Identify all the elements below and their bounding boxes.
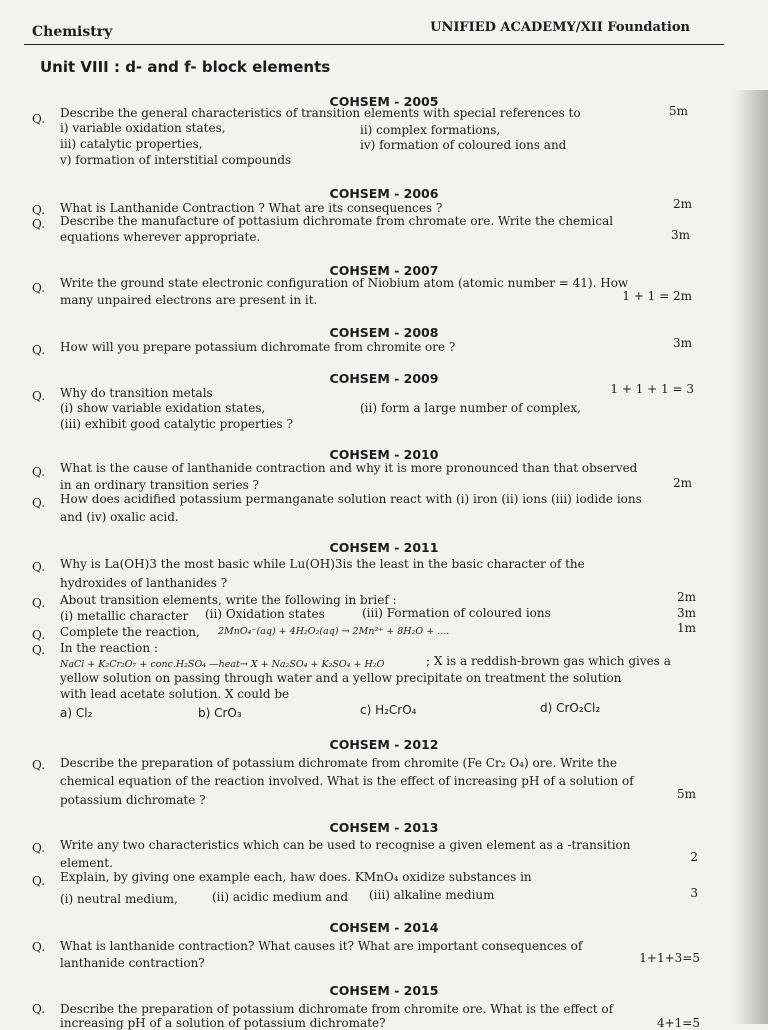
- q-marker: Q.: [32, 496, 46, 510]
- section-title-2013: COHSEM - 2013: [329, 820, 439, 835]
- sub-item: (iii) Formation of coloured ions: [362, 606, 551, 620]
- section-title-2014: COHSEM - 2014: [329, 920, 439, 935]
- sub-item: (i) metallic character: [60, 609, 189, 623]
- section-title-2008: COHSEM - 2008: [329, 325, 439, 340]
- section-title-2011: COHSEM - 2011: [329, 540, 439, 555]
- q-marker: Q.: [32, 217, 46, 231]
- question-text: How will you prepare potassium dichromate from chromite ore ?: [60, 340, 456, 354]
- sub-item: (iii) alkaline medium: [369, 888, 495, 902]
- q-marker: Q.: [32, 758, 46, 772]
- q-marker: Q.: [32, 1002, 46, 1016]
- q-marker: Q.: [32, 112, 46, 126]
- sub-item: iv) formation of coloured ions and: [360, 138, 567, 152]
- question-text: ; X is a reddish-brown gas which gives a: [426, 654, 671, 668]
- q-marker: Q.: [32, 628, 46, 642]
- section-title-2010: COHSEM - 2010: [329, 447, 439, 462]
- question-text: in an ordinary transition series ?: [60, 478, 259, 492]
- marks: 1 + 1 + 1 = 3: [610, 382, 694, 396]
- q-marker: Q.: [32, 281, 46, 295]
- section-title-2015: COHSEM - 2015: [329, 983, 439, 998]
- question-text: What is the cause of lanthanide contraction and why it is more pronounced than that observed: [60, 461, 638, 475]
- question-text: Why is La(OH)3 the most basic while Lu(OH)3is the least in the basic character of the: [60, 557, 585, 571]
- unit-title: Unit VIII : d- and f- block elements: [40, 58, 331, 76]
- question-text: increasing pH of a solution of potassium dichromate?: [60, 1016, 386, 1030]
- q-marker: Q.: [32, 465, 46, 479]
- marks: 3m: [676, 606, 696, 620]
- q-marker: Q.: [32, 389, 46, 403]
- sub-item: iii) catalytic properties,: [60, 137, 203, 151]
- sub-item: (i) neutral medium,: [60, 892, 178, 906]
- question-text: chemical equation of the reaction involved. What is the effect of increasing pH of a solution of: [60, 774, 634, 788]
- question-text: Describe the general characteristics of transition elements with special references to: [60, 106, 581, 120]
- sub-item: i) variable oxidation states,: [60, 121, 226, 135]
- sub-item: (iii) exhibit good catalytic properties ?: [60, 417, 293, 431]
- question-text: Describe the preparation of potassium dichromate from chromite ore. What is the effect of: [60, 1002, 614, 1016]
- q-marker: Q.: [32, 203, 46, 217]
- academy-header: UNIFIED ACADEMY/XII Foundation: [430, 20, 690, 35]
- question-text: many unpaired electrons are present in it.: [60, 293, 318, 307]
- sub-item: ii) complex formations,: [360, 123, 501, 137]
- question-text: Why do transition metals: [60, 386, 213, 400]
- question-text: In the reaction :: [60, 641, 158, 655]
- question-text: Complete the reaction,: [60, 625, 200, 639]
- question-text: Write any two characteristics which can be used to recognise a given element as a -transition: [60, 838, 631, 852]
- sub-item: v) formation of interstitial compounds: [60, 153, 292, 167]
- q-marker: Q.: [32, 841, 46, 855]
- marks: 4+1=5: [656, 1016, 700, 1030]
- question-text: yellow solution on passing through water and a yellow precipitate on treatment the solution: [60, 671, 622, 685]
- question-text: What is Lanthanide Contraction ? What are its consequences ?: [60, 201, 443, 215]
- question-text: How does acidified potassium permanganate solution react with (i) iron (ii) ions (iii) iodide ions: [60, 492, 642, 506]
- q-marker: Q.: [32, 940, 46, 954]
- sub-item: (ii) Oxidation states: [205, 607, 325, 621]
- q-marker: Q.: [32, 643, 46, 657]
- marks: 2m: [672, 476, 692, 490]
- marks: 3: [690, 886, 698, 900]
- question-text: Describe the manufacture of pottasium dichromate from chromate ore. Write the chemical: [60, 214, 614, 228]
- sub-item: (ii) form a large number of complex,: [360, 401, 581, 415]
- question-text: Write the ground state electronic configuration of Niobium atom (atomic number = 41). How: [60, 276, 629, 290]
- marks: 3m: [672, 336, 692, 350]
- section-title-2012: COHSEM - 2012: [329, 737, 439, 752]
- question-text: Explain, by giving one example each, haw does. KMnO₄ oxidize substances in: [60, 870, 532, 884]
- question-text: equations wherever appropriate.: [60, 230, 261, 244]
- question-text: with lead acetate solution. X could be: [60, 687, 290, 701]
- sub-item: (ii) acidic medium and: [212, 890, 349, 904]
- question-text: potassium dichromate ?: [60, 793, 206, 807]
- page-shadow: [734, 90, 768, 1024]
- reaction-equation: NaCl + K₂Cr₂O₇ + conc.H₂SO₄ —heat→ X + Na₂SO₄ + K₂SO₄ + H₂O: [60, 659, 385, 670]
- sub-item: (i) show variable exidation states,: [60, 401, 266, 415]
- question-text: Describe the preparation of potassium dichromate from chromite (Fe Cr₂ O₄) ore. Write the: [60, 756, 617, 770]
- option-b: b) CrO₃: [198, 706, 242, 720]
- q-marker: Q.: [32, 596, 46, 610]
- marks: 2m: [672, 197, 692, 211]
- marks: 1m: [676, 621, 696, 635]
- marks: 2m: [676, 590, 696, 604]
- question-text: What is lanthanide contraction? What causes it? What are important consequences of: [60, 939, 583, 953]
- q-marker: Q.: [32, 343, 46, 357]
- question-text: lanthanide contraction?: [60, 956, 205, 970]
- q-marker: Q.: [32, 874, 46, 888]
- marks: 1+1+3=5: [639, 951, 700, 965]
- option-c: c) H₂CrO₄: [360, 703, 417, 717]
- q-marker: Q.: [32, 560, 46, 574]
- marks: 3m: [670, 228, 690, 242]
- section-title-2006: COHSEM - 2006: [329, 186, 439, 201]
- marks: 1 + 1 = 2m: [622, 289, 692, 303]
- question-text: hydroxides of lanthanides ?: [60, 576, 228, 590]
- section-title-2005: COHSEM - 2005: [329, 94, 439, 109]
- section-title-2009: COHSEM - 2009: [329, 371, 439, 386]
- option-a: a) Cl₂: [60, 706, 93, 720]
- marks: 5m: [676, 787, 696, 801]
- marks: 5m: [668, 104, 688, 118]
- header-rule: [24, 44, 724, 45]
- reaction-equation: 2MnO₄⁻(aq) + 4H₂O₂(aq) → 2Mn²⁺ + 8H₂O + ....: [218, 626, 450, 637]
- subject-header: Chemistry: [32, 24, 113, 40]
- question-text: and (iv) oxalic acid.: [60, 510, 179, 524]
- question-text: About transition elements, write the following in brief :: [60, 593, 397, 607]
- marks: 2: [690, 850, 698, 864]
- question-text: element.: [60, 856, 113, 870]
- option-d: d) CrO₂Cl₂: [540, 701, 601, 715]
- section-title-2007: COHSEM - 2007: [329, 263, 439, 278]
